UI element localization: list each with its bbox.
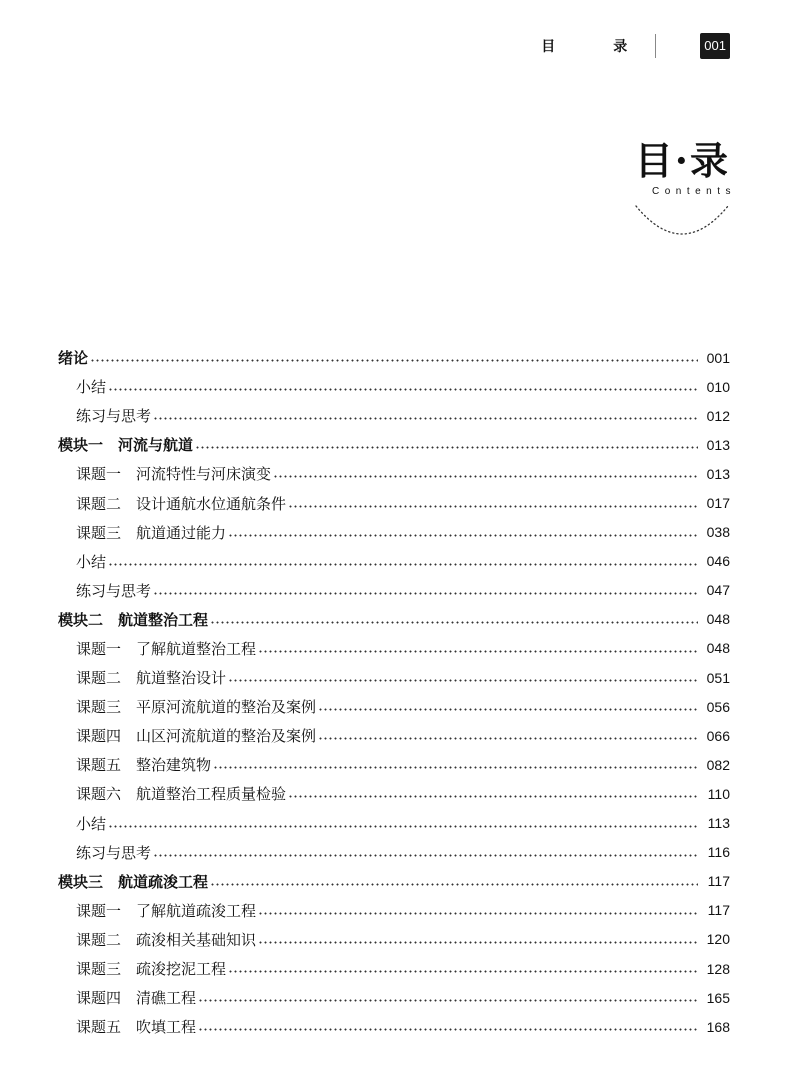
toc-entry-page: 117 xyxy=(707,873,730,890)
toc-section-entry xyxy=(58,692,730,721)
dot-leader xyxy=(228,679,698,682)
toc-entry-page: 017 xyxy=(706,495,730,512)
dot-leader xyxy=(288,505,698,508)
toc-entry-label: 课题四 山区河流航道的整治及案例 xyxy=(76,727,317,746)
toc-section-entry xyxy=(58,1012,730,1041)
toc-entry-page: 001 xyxy=(706,349,730,366)
dot-leader xyxy=(258,941,698,944)
toc-entry-page: 168 xyxy=(706,1018,730,1035)
toc-section-entry xyxy=(58,750,730,779)
toc-entry-label: 课题三 疏浚挖泥工程 xyxy=(76,960,227,979)
toc-section-entry xyxy=(58,896,730,925)
toc-entry-label: 课题一 河流特性与河床演变 xyxy=(76,465,272,484)
toc-section-entry xyxy=(58,576,730,605)
toc-entry-page: 038 xyxy=(706,524,730,541)
toc-entry-page: 013 xyxy=(706,465,730,482)
toc-entry-page: 066 xyxy=(706,727,730,744)
toc-entry-label: 小结 xyxy=(76,552,107,571)
toc-entry-page: 165 xyxy=(706,989,730,1006)
header-divider xyxy=(655,34,656,58)
toc-entry-page: 082 xyxy=(706,756,730,773)
toc-entry-label: 课题五 整治建筑物 xyxy=(76,756,212,775)
toc-entry-page: 117 xyxy=(707,902,730,919)
header-title: 目 录 xyxy=(541,39,650,55)
toc-entry-label: 练习与思考 xyxy=(76,581,152,600)
dot-leader xyxy=(228,970,698,973)
toc-section-entry xyxy=(58,721,730,750)
dot-leader xyxy=(153,417,698,420)
dot-leader xyxy=(258,650,698,653)
toc-entry-page: 110 xyxy=(707,785,730,802)
toc-section-entry xyxy=(58,459,730,488)
toc-entry-label: 练习与思考 xyxy=(76,407,152,426)
toc-entry-page: 051 xyxy=(706,669,730,686)
toc-entry-label: 课题六 航道整治工程质量检验 xyxy=(76,785,287,804)
toc-entry-label: 课题一 了解航道疏浚工程 xyxy=(76,901,257,920)
dot-leader xyxy=(210,883,698,886)
toc-subtitle: Contents xyxy=(651,186,736,197)
toc-entry-page: 128 xyxy=(706,960,730,977)
dot-leader xyxy=(198,1028,698,1031)
toc-section-entry xyxy=(58,809,730,838)
toc-section-entry xyxy=(58,372,730,401)
toc-chapter-entry xyxy=(58,430,730,459)
toc-entry-label: 课题三 平原河流航道的整治及案例 xyxy=(76,698,317,717)
toc-section-entry xyxy=(58,779,730,808)
toc-section-entry xyxy=(58,518,730,547)
toc-entry-label: 课题五 吹填工程 xyxy=(76,1018,197,1037)
toc-entry-label: 模块二 航道整治工程 xyxy=(58,610,209,629)
toc-entry-label: 课题二 航道整治设计 xyxy=(76,669,227,688)
toc-entry-label: 课题二 设计通航水位通航条件 xyxy=(76,494,287,513)
dot-leader xyxy=(198,999,698,1002)
dot-leader xyxy=(108,563,698,566)
dot-leader xyxy=(153,854,698,857)
toc-entry-page: 047 xyxy=(706,582,730,599)
dot-leader xyxy=(318,708,698,711)
dot-leader xyxy=(108,825,698,828)
toc-entry-label: 小结 xyxy=(76,378,107,397)
toc-entry-label: 模块一 河流与航道 xyxy=(58,436,194,455)
dotted-arc-ornament xyxy=(632,204,732,238)
toc-section-entry xyxy=(58,954,730,983)
toc-section-entry xyxy=(58,547,730,576)
dot-leader xyxy=(108,388,698,391)
dot-leader xyxy=(318,737,698,740)
toc-entry-label: 小结 xyxy=(76,814,107,833)
dot-leader xyxy=(210,621,698,624)
toc-entry-page: 048 xyxy=(706,611,730,628)
toc-heading xyxy=(610,138,736,197)
dot-leader xyxy=(213,766,698,769)
toc-section-entry xyxy=(58,983,730,1012)
toc-entry-page: 120 xyxy=(706,931,730,948)
toc-entry-page: 056 xyxy=(706,698,730,715)
dot-leader xyxy=(228,534,698,537)
toc-entry-label: 绪论 xyxy=(58,349,89,368)
dot-leader xyxy=(153,592,698,595)
toc-entry-page: 012 xyxy=(706,407,730,424)
toc-title: 目·录 xyxy=(634,138,730,183)
dot-leader xyxy=(288,795,698,798)
dot-leader xyxy=(195,446,698,449)
dot-leader xyxy=(258,912,698,915)
toc-entry-page: 013 xyxy=(706,436,730,453)
toc-entry-label: 模块三 航道疏浚工程 xyxy=(58,872,209,891)
toc-section-entry xyxy=(58,488,730,517)
dot-leader xyxy=(273,475,698,478)
toc-entry-page: 113 xyxy=(707,815,730,832)
toc-entry-page: 116 xyxy=(707,844,730,861)
toc-entry-label: 课题二 疏浚相关基础知识 xyxy=(76,930,257,949)
toc-entry-label: 课题三 航道通过能力 xyxy=(76,523,227,542)
toc-entry-page: 010 xyxy=(706,378,730,395)
toc-entry-page: 048 xyxy=(706,640,730,657)
toc-section-entry xyxy=(58,663,730,692)
running-header xyxy=(541,32,730,60)
page-number-badge: 001 xyxy=(700,33,730,59)
toc-entry-page: 046 xyxy=(706,553,730,570)
toc-entry-label: 课题四 清礁工程 xyxy=(76,989,197,1008)
toc-chapter-entry xyxy=(58,605,730,634)
toc-entry-label: 课题一 了解航道整治工程 xyxy=(76,639,257,658)
dot-leader xyxy=(90,359,698,362)
toc-entry-label: 练习与思考 xyxy=(76,843,152,862)
toc-chapter-entry xyxy=(58,867,730,896)
toc-section-entry xyxy=(58,925,730,954)
toc-section-entry xyxy=(58,838,730,867)
toc-list xyxy=(58,343,730,1041)
toc-section-entry xyxy=(58,634,730,663)
toc-chapter-entry xyxy=(58,343,730,372)
toc-section-entry xyxy=(58,401,730,430)
